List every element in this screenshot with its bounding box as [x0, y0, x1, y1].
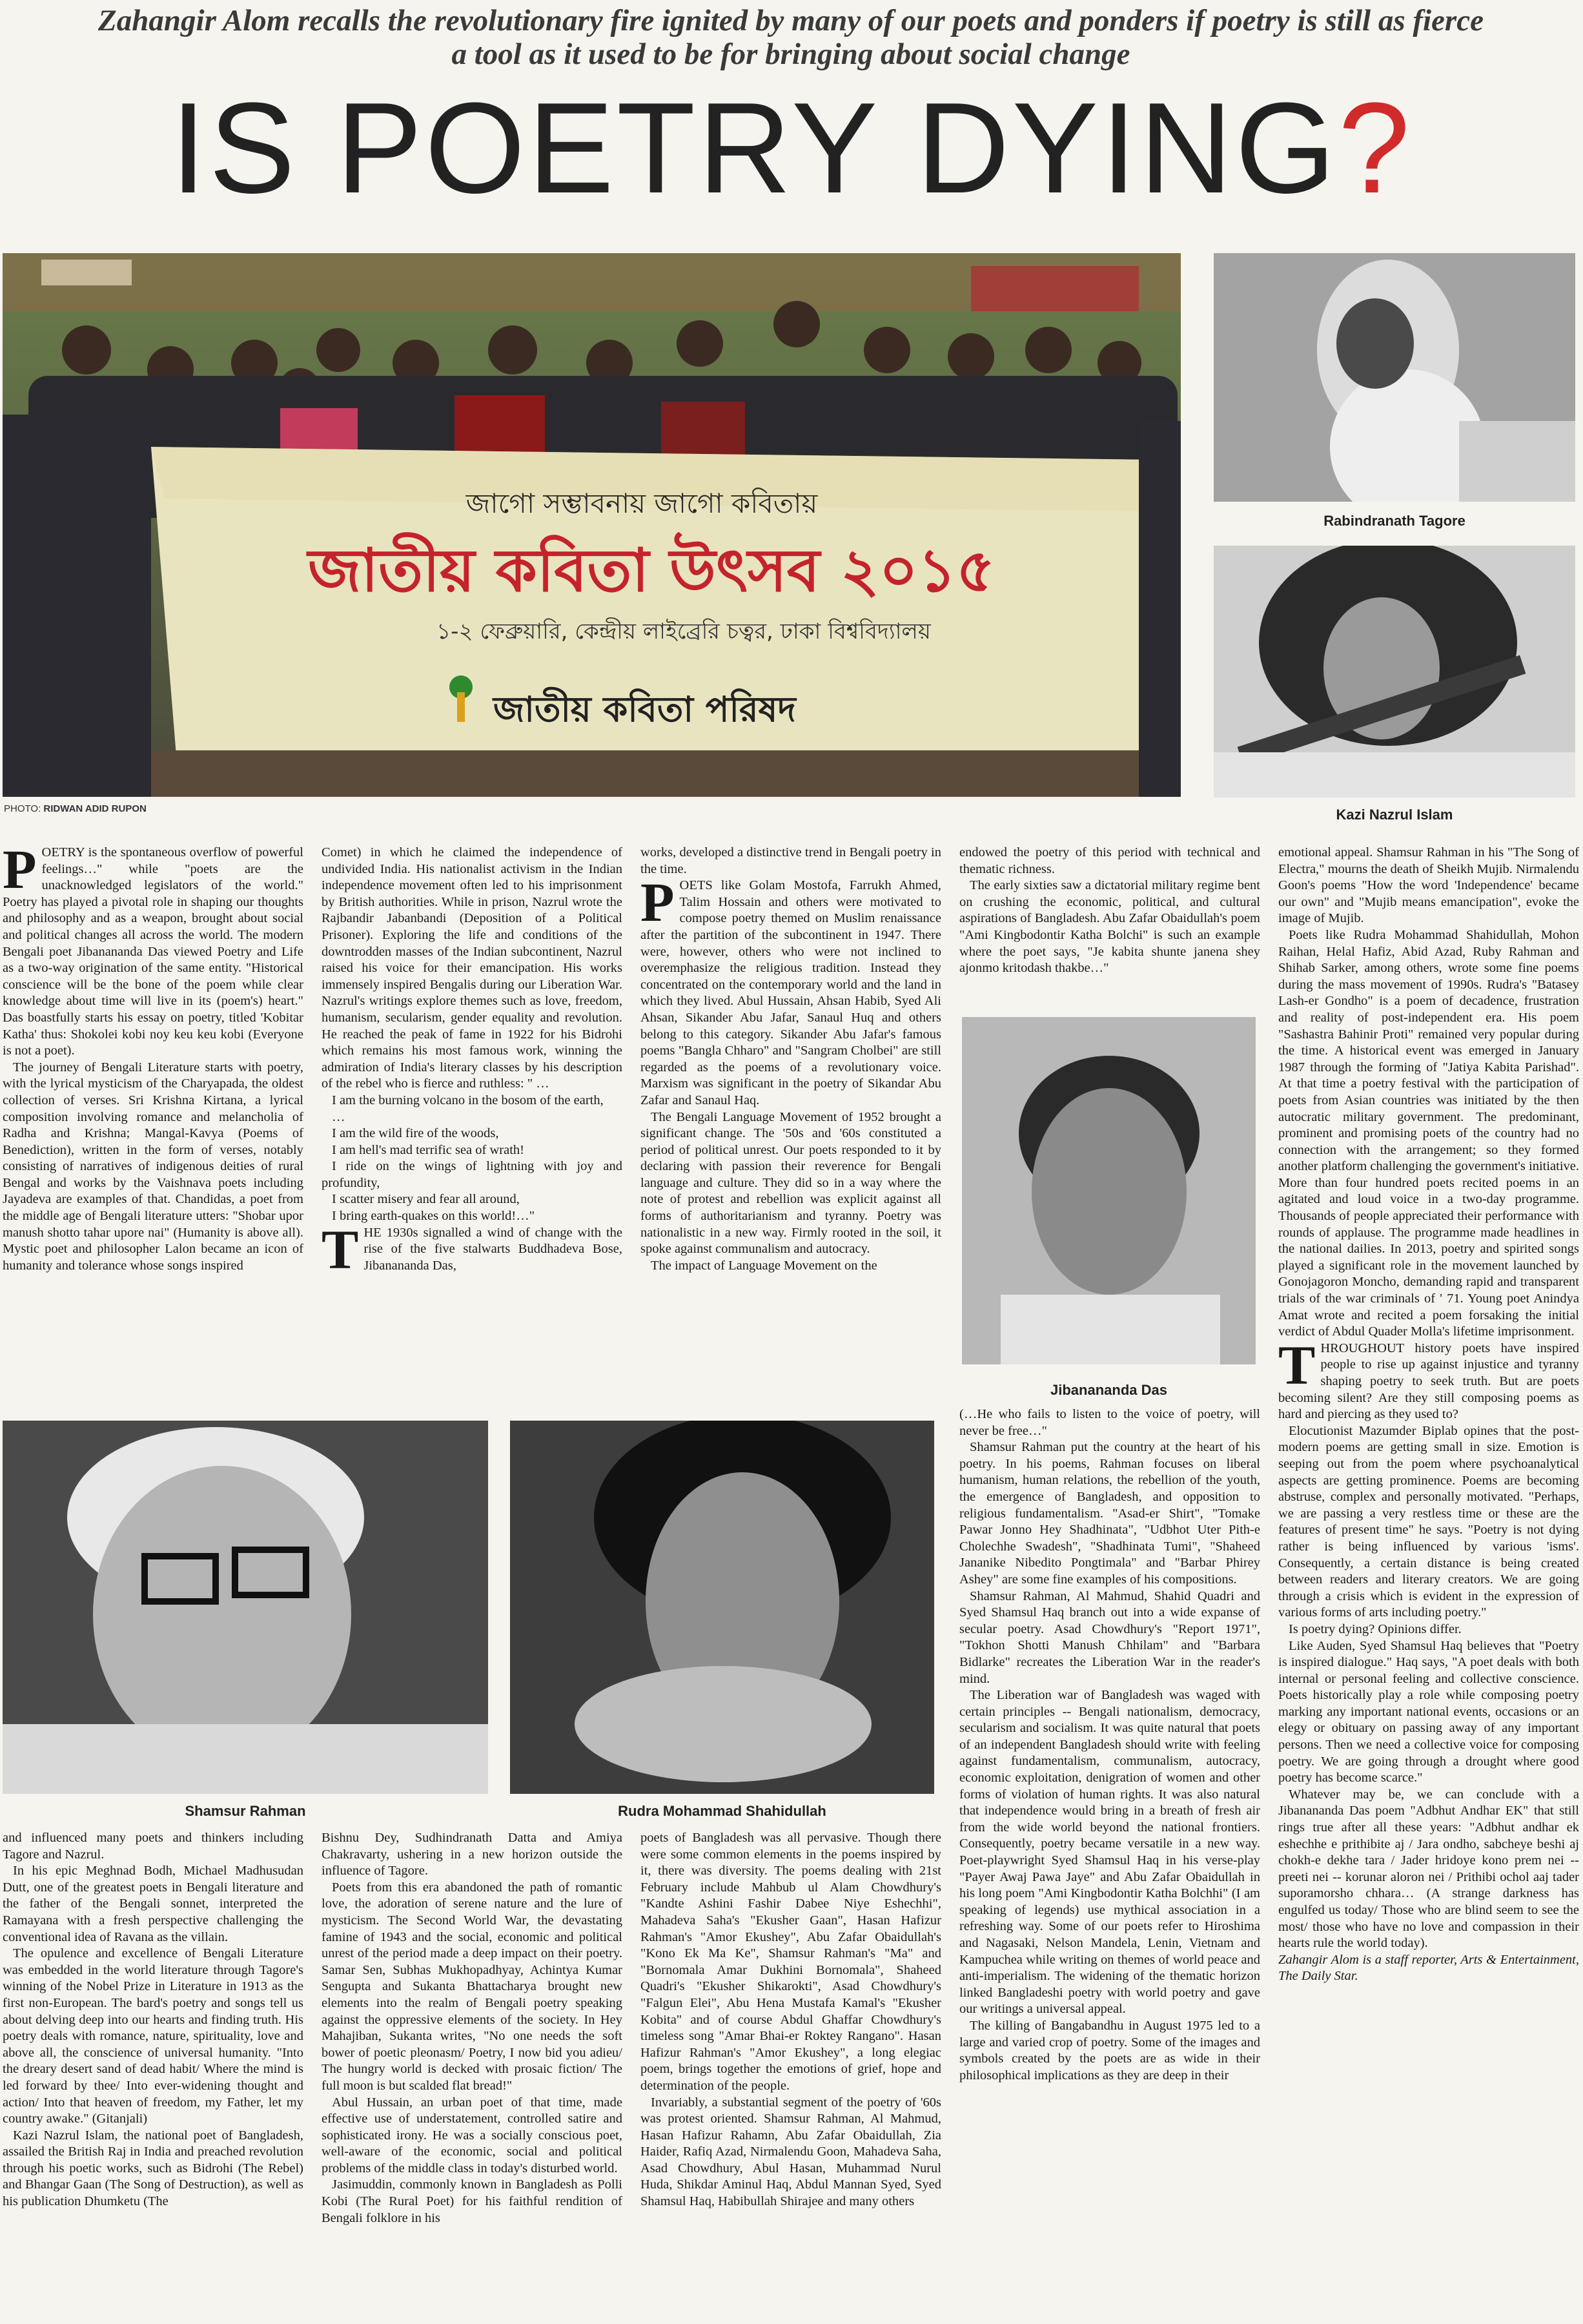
paragraph [640, 1258, 941, 1275]
bottom-column-3 [640, 1830, 941, 2323]
paragraph [322, 1158, 622, 1191]
headline-main: IS POETRY DYING [170, 76, 1338, 220]
paragraph [3, 1060, 303, 1275]
paragraph-text: The impact of Language Movement on the [651, 1258, 877, 1273]
paragraph-text: Abul Hussain, an urban poet of that time, made effective use of understatement, controlled satire and sophisticated irony. He was a socially conscious poet, well-aware of the economic, social and political problems of the middle class in today's disturbed world. [322, 2095, 622, 2175]
rudra-photo [510, 1421, 934, 1794]
banner-line-4: জাতীয় কবিতা পরিষদ [493, 689, 796, 730]
paragraph [959, 2018, 1260, 2084]
paragraph [322, 1142, 622, 1159]
paragraph-text: Zahangir Alom is a staff reporter, Arts & Entertainment, The Daily Star. [1278, 1952, 1579, 1984]
paragraph-text: OETS like Golam Mostofa, Farrukh Ahmed, Talim Hossain and others were motivated to compose poetry themed on Muslim renaissance after the partition of the subcontinent in 1947. There were, however, others who were not inclined to overemphasize the religious tradition. Instead they concentrated on the contemporary world and the land in which they lived. Abul Hussain, Ahsan Habib, Syed Ali Ahsan, Sikander Abu Jafar, Sanaul Huq and others belong to this category. Sikander Abu Jafar's famous poems "Bangla Chharo" and "Sangram Cholbei" are still regarded as the poems of a revolutionary voice. Marxism was significant in the poetry of Sikandar Abu Zafar and Sanaul Haq. [640, 878, 941, 1107]
paragraph [322, 2095, 622, 2177]
paragraph-text: Jasimuddin, commonly known in Bangladesh as Polli Kobi (The Rural Poet) for his faithful rendition of Bengali folklore in his [322, 2177, 622, 2225]
paragraph-text: I bring earth-quakes on this world!…" [332, 1209, 535, 1224]
shamsur-caption: Shamsur Rahman [185, 1803, 306, 1819]
banner-line-1: জাগো সম্ভাবনায় জাগো কবিতায় [465, 488, 818, 519]
paragraph [640, 1109, 941, 1258]
paragraph [959, 845, 1260, 878]
paragraph [322, 1830, 622, 1880]
drop-cap: T [1278, 1333, 1316, 1396]
paragraph-text: The Liberation war of Bangladesh was waged with certain principles -- Bengali nationalism, democracy, secularism and socialism. It was quite natural that poets of an independent Bangladesh should write with feeling against fundamentalism, communalism, autocracy, economic exploitation, denigration of women and other forms of violation of human rights. It was also natural that independence would bring in a breath of fresh air from the wide world beyond the national frontiers. Consequently, poetry became versatile in a new way. Poet-playwright Syed Shamsul Haq in his verse-play "Payer Awaj Pawa Jaye" and Abu Zafar Obaidullah in his long poem "Ami Kingbodontir Katha Bolchhi" (I am speaking of legends) use mythical association in a refreshing way. Some of our poets refer to Hiroshima and Nagasaki, Nelson Mandela, Lenin, Vietnam and Kampuchea while writing on themes of world peace and anti-imperialism. The widening of the thematic horizon linked Bangladeshi poetry with world poetry and gave our writings a universal appeal. [959, 1688, 1260, 2017]
festival-photo [3, 253, 1181, 797]
paragraph [322, 1218, 622, 1280]
paragraph [1278, 1621, 1579, 1638]
rudra-caption: Rudra Mohammad Shahidullah [618, 1803, 826, 1819]
paragraph [959, 1406, 1260, 1439]
paragraph-text: OETRY is the spontaneous overflow of powerful feelings…" while "poets are the unacknowledged legislators of the world." Poetry has played a pivotal role in shaping our thoughts and philosophy and as a weapon, brought about social and political changes all across the world. The modern Bengali poet Jibanananda Das viewed Poetry and Life as a two-way origination of the same entity. "Historical conscience will be the bone of the poem while clear knowledge about time will live in its (poem's) heart." Das boastfully starts his essay on poetry, titled 'Kobitar Katha' thus: Shokolei kobi noy keu keu kobi (Everyone is not a poet). [3, 845, 303, 1058]
festival-logo-icon [442, 673, 480, 725]
paragraph-text: Poets from this era abandoned the path of romantic love, the adoration of serene nature and the lure of mysticism. The Second World War, the devastating famine of 1943 and the social, economic and political unrest of the period made a deep impact on their poetry. Samar Sen, Subhas Mukhopadhyay, Achintya Kumar Sengupta and Sukanta Bhattacharya brought new elements into the realm of Bengali poetry speaking against the oppressive elements of the society. In Hey Mahajiban, Sukanta writes, "No one needs the soft bower of poetic pleonasm/ Poetry, I now bid you adieu/ The hungry world is decked with prosaic fiction/ The full moon is but scalded flat bread!" [322, 1880, 622, 2093]
paragraph-text: (…He who fails to listen to the voice of poetry, will never be free…" [959, 1407, 1260, 1438]
paragraph-text: and influenced many poets and thinkers including Tagore and Nazrul. [3, 1831, 303, 1862]
paragraph-text: HE 1930s signalled a wind of change with the rise of the five stalwarts Buddhadeva Bose, Jibanananda Das, [363, 1225, 622, 1273]
drop-cap: P [3, 845, 37, 900]
paragraph-text: Shamsur Rahman put the country at the heart of his poetry. In his poems, Rahman focuses on liberal humanism, human relations, the rebellion of the youth, the emergence of Bangladesh, and opposition to religious fundamentalism. "Asad-er Shirt", "Tomake Pawar Jonno Hey Shadhinata", "Udbhot Uter Pith-e Cholechhe Swadesh", "Shadhinata Tumi", "Shaheed Jananike Nibedito Pongtimala" and "Barbar Phirey Ashey" are some fine examples of his compositions. [959, 1440, 1260, 1587]
photo-credit-label: PHOTO: [4, 803, 41, 814]
headline-question-mark: ? [1338, 76, 1413, 220]
photo-credit-name: RIDWAN ADID RUPON [43, 803, 147, 814]
paragraph [322, 1093, 622, 1109]
paragraph [322, 845, 622, 1093]
paragraph [3, 1863, 303, 1946]
drop-cap: P [640, 871, 675, 934]
column-4-top [959, 845, 1260, 1006]
article-deck: Zahangir Alom recalls the revolutionary fire ignited by many of our poets and ponders if poetry is still as fierce a tool as it used to be for bringing about social change [98, 4, 1484, 71]
paragraph [1278, 1638, 1579, 1787]
banner-line-2: জাতীয় কবিতা উৎসব ২০১৫ [307, 536, 996, 605]
paragraph-text: The opulence and excellence of Bengali Literature was embedded in the world literature through Tagore's winning of the Nobel Prize in Literature in 1913 as the first non-European. The bard's poetry and songs tell us about delving deep into our hearts and finding truth. His poetry deals with romance, nature, spirituality, love and above all, the conscience of universal humanity. "Into the dreary desert sand of dead habit/ Where the mind is led forward by thee/ Into ever-widening thought and action/ Into that heaven of freedom, my Father, let my country awake." (Gitanjali) [3, 1946, 303, 2126]
paragraph [3, 2128, 303, 2210]
column-1 [3, 845, 303, 1406]
nazrul-photo [1214, 546, 1575, 797]
jibanananda-caption: Jibanananda Das [1050, 1382, 1167, 1398]
column-3 [640, 845, 941, 1406]
paragraph-text: endowed the poetry of this period with technical and thematic richness. [959, 845, 1260, 876]
bottom-column-2 [322, 1830, 622, 2323]
paragraph-text: I scatter misery and fear all around, [332, 1192, 520, 1207]
tagore-caption: Rabindranath Tagore [1323, 513, 1466, 529]
paragraph [959, 1439, 1260, 1588]
paragraph-text: works, developed a distinctive trend in Bengali poetry in the time. [640, 845, 941, 876]
paragraph-text: Elocutionist Mazumder Biplab opines that the post-modern poems are getting small in size. Emotion is seeping out from the poem where psychoanalytical aspects are getting prominence. Poems are becoming abstruse, complex and personally motivated. "Perhaps, we are passing a very restless time or these are the features of present time" he says. "Poetry is not dying rather is being influenced by various 'isms'. Consequently, a certain distance is being created between readers and literary creators. We are going through a crisis which is evident in the expression of various forms of arts including poetry." [1278, 1423, 1579, 1620]
column-5 [1278, 845, 1579, 2323]
paragraph-text: I am the wild fire of the woods, [332, 1126, 499, 1141]
paragraph [1278, 1333, 1579, 1423]
paragraph [640, 2095, 941, 2210]
paragraph [1278, 1952, 1579, 1985]
paragraph [3, 845, 303, 1060]
paragraph-text: … [332, 1109, 345, 1124]
paragraph-text: emotional appeal. Shamsur Rahman in his "The Song of Electra," mourns the death of Sheikh Mujib. Nirmalendu Goon's poems "How the word 'Independence' became our own" and "Mujib means emancipation", evoke the image of Mujib. [1278, 845, 1579, 926]
paragraph [3, 1946, 303, 2128]
paragraph-text: In his epic Meghnad Bodh, Michael Madhusudan Dutt, one of the greatest poets in Bengali literature and the father of the Bengali sonnet, interpreted the Ramayana with a fresh perspective challenging the conventional idea of Ravana as the villain. [3, 1864, 303, 1944]
paragraph-text: HROUGHOUT history poets have inspired people to rise up against injustice and tyranny shaping poetry to seek truth. But are poets becoming silent? Are they still composing poems as hard and piercing as they used to? [1278, 1341, 1579, 1422]
paragraph [1278, 1787, 1579, 1952]
paragraph-text: Is poetry dying? Opinions differ. [1289, 1621, 1462, 1636]
paragraph-text: The Bengali Language Movement of 1952 brought a significant change. The '50s and '60s constituted a period of political unrest. Our poets responded to it by declaring with passion their reverence for Bengali language and culture. They did so in a way where the note of protest and rebellion was explicit against all forms of authoritarianism and tyranny. Poetry was nationalistic in a new way. Firmly rooted in the soil, it spoke against communalism and autocracy. [640, 1109, 941, 1257]
paragraph [322, 1191, 622, 1208]
paragraph-text: The killing of Bangabandhu in August 1975 led to a large and varied crop of poetry. Some of the images and symbols created by the poets are as wide in their philosophical implications as they are deep in their [959, 2018, 1260, 2082]
bottom-column-1 [3, 1830, 303, 2323]
paragraph [640, 1830, 941, 2095]
paragraph [959, 1589, 1260, 1688]
paragraph-text: I am hell's mad terrific sea of wrath! [332, 1142, 524, 1157]
paragraph-text: Comet) in which he claimed the independence of undivided India. His nationalist activism in the Indian independence movement often led to his imprisonment by British authorities. While in prison, Nazrul wrote the Rajbandir Jabanbandi (Deposition of a Political Prisoner). Exploring the life and conditions of the downtrodden masses of the Indian subcontinent, Nazrul raised his voice for their emancipation. His works immensely inspired Bengalis during our Liberation War. Nazrul's writings explore themes such as love, freedom, humanism, secularism, gender equality and revolution. He reached the peak of fame in 1922 for his Bidrohi which remains his most famous work, winning the admiration of India's literary classes by his description of the rebel who is fierce and ruthless: " … [322, 845, 622, 1091]
drop-cap: T [322, 1218, 359, 1280]
paragraph [3, 1830, 303, 1863]
paragraph-text: Like Auden, Syed Shamsul Haq believes that "Poetry is inspired dialogue." Haq says, "A poet deals with both internal or personal feeling and collective conscience. Poets historically play a role while composing poetry marking any important national events, occasions or an elegy or obituary on passing away of any important persons. Then we need a collective voice for composing poetry. We are going through a drought where good poetry has become scarce." [1278, 1638, 1579, 1785]
paragraph-text: poets of Bangladesh was all pervasive. Though there were some common elements in the poems inspired by it, there was diversity. The poems dealing with 21st February include Mahbub ul Alam Chowdhury's "Kandte Ashini Fashir Dabee Niye Eshechhi", Mahadeva Saha's "Ekusher Gaan", Hasan Hafizur Rahman's "Amor Ekushey", Abu Zafar Obaidullah's "Kono Ek Ma Ke", Shamsur Rahman's "Ma" and "Bornomala Amar Dukhini Bornomala", Shaheed Quadri's "Ekusher Shikarokti", Asad Chowdhury's "Falgun Elei", Abu Hena Mustafa Kamal's "Ekusher Kobita" and of course Abdul Ghaffar Chowdhury's timeless song "Amar Bhai-er Roktey Rangano". Hasan Hafizur Rahman's "Amor Ekushey", a long elegiac poem, brings together the emotions of grief, hope and determination of the people. [640, 1831, 941, 2093]
paragraph [1278, 1423, 1579, 1621]
column-4-bottom [959, 1406, 1260, 2323]
paragraph-text: The early sixties saw a dictatorial military regime bent on crushing the economic, political, and cultural aspirations of Bangladesh. Abu Zafar Obaidullah's poem "Ami Kingbodontir Katha Bolchi" is such an example where the poet says, "Je kabita shunte janena shey ajonmo kritodash thakbe…" [959, 878, 1260, 976]
paragraph [1278, 845, 1579, 927]
paragraph-text: The journey of Bengali Literature starts with poetry, with the lyrical mysticism of the Charyapada, the oldest collection of verses. Sri Krishna Kirtana, a lyrical composition involving romance and melancholia of Radha and Krishna; Mangal-Kavya (Poems of Benediction), written in the form of verses, notably consisting of narratives of indigenous deities of rural Bengal and works by the Vaishnava poets including Jayadeva are examples of that. Chandidas, a poet from the middle age of Bengali literature utters: "Shobar upor manush shotto tahar upore nai" (Humanity is above all). Mystic poet and philosopher Lalon became an icon of humanity and tolerance whose songs inspired [3, 1060, 303, 1273]
paragraph [322, 1126, 622, 1142]
photo-credit [4, 803, 147, 814]
paragraph-text: Bishnu Dey, Sudhindranath Datta and Amiya Chakravarty, ushering in a new horizon outside the influence of Tagore. [322, 1831, 622, 1878]
headline [0, 74, 1583, 223]
paragraph-text: Poets like Rudra Mohammad Shahidullah, Mohon Raihan, Helal Hafiz, Abid Azad, Ruby Rahman and Shihab Sarker, among others, wrote some fine poems during the mass movement of 1990s. Rudra's "Batasey Lash-er Gondho" is a poem of decadence, frustration and reality of post-independent era. His poem "Sashastra Bahinir Proti" remained very popular during the time. A historical event was emerged in January 1987 through the forming of "Jatiya Kabita Parishad". At that time a poetry festival with the participation of poets from Asian countries was initiated by the then autocratic military government. The predominant, prominent and promising poets of the country had no connection with the arrangement; so they formed another platform challenging the government's initiative. More than four hundred poets recited poems in an agitated and loud voice in a two-day programme. Thousands of people appreciated their performance with rounds of applause. The programme made headlines in the national dailies. In 2013, poetry and spirited songs played a significant role in the movement launched by Gonojagoron Moncho, demanding rapid and transparent trials of the war criminals of ' 71. Young poet Anindya Amat wrote and recited a poem forsaking the initial verdict of Abdul Quader Molla's lifetime imprisonment. [1278, 927, 1579, 1339]
paragraph [640, 845, 941, 878]
paragraph [640, 871, 941, 1109]
paragraph [1278, 927, 1579, 1341]
shamsur-photo [3, 1421, 488, 1794]
paragraph-text: Whatever may be, we can conclude with a Jibanananda Das poem "Adbhut Andhar EK" that still rings true after all these years: "Adbhut andhar ek eshechhe e prithibite aj / Jara ondho, sabcheye beshi aj chokh-e dekhe tara / Jader hridoye kono prem nei --preeti nei -- korunar aloron nei / Prithibi ochol aaj tader suporamorsho chhara… (A strange darkness has engulfed us today/ Those who are blind seem to see the most/ those who have no love and compassion in their hearts rule the world today). [1278, 1787, 1579, 1951]
paragraph [322, 1208, 622, 1225]
paragraph [322, 2177, 622, 2226]
paragraph [959, 878, 1260, 977]
banner-line-3: ১-২ ফেব্রুয়ারি, কেন্দ্রীয় লাইব্রেরি চত্বর, ঢাকা বিশ্ববিদ্যালয় [436, 619, 931, 644]
paragraph [322, 1109, 622, 1126]
paragraph-text: Shamsur Rahman, Al Mahmud, Shahid Quadri and Syed Shamsul Haq branch out into a wide expanse of secular poetry. Asad Chowdhury's "Report 1971", "Tokhon Shotti Manush Chhilam" and "Barbara Bidlarke" recreates the Liberation War in the reader's mind. [959, 1589, 1260, 1686]
jibanananda-photo [962, 1017, 1256, 1364]
paragraph-text: Invariably, a substantial segment of the poetry of '60s was protest oriented. Shamsur Rahman, Al Mahmud, Hasan Hafizur Rahamn, Abu Zafar Obaidullah, Zia Haider, Rafiq Azad, Nirmalendu Goon, Mahadeva Saha, Asad Chowdhury, Abul Hasan, Muhammad Nurul Huda, Shikdar Aminul Haq, Abdul Mannan Syed, Syed Shamsul Haq, Habibullah Shirajee and many others [640, 2095, 941, 2209]
paragraph-text: I am the burning volcano in the bosom of the earth, [332, 1093, 604, 1107]
tagore-photo [1214, 253, 1575, 502]
column-2 [322, 845, 622, 1406]
paragraph-text: I ride on the wings of lightning with joy and profundity, [322, 1159, 622, 1190]
paragraph [959, 1687, 1260, 2018]
paragraph [322, 1880, 622, 2095]
nazrul-caption: Kazi Nazrul Islam [1336, 807, 1453, 823]
paragraph-text: Kazi Nazrul Islam, the national poet of Bangladesh, assailed the British Raj in India and preached revolution through his poetic works, such as Bidrohi (The Rebel) and Bhangar Gaan (The Song of Destruction), as well as his publication Dhumketu (The [3, 2128, 303, 2209]
